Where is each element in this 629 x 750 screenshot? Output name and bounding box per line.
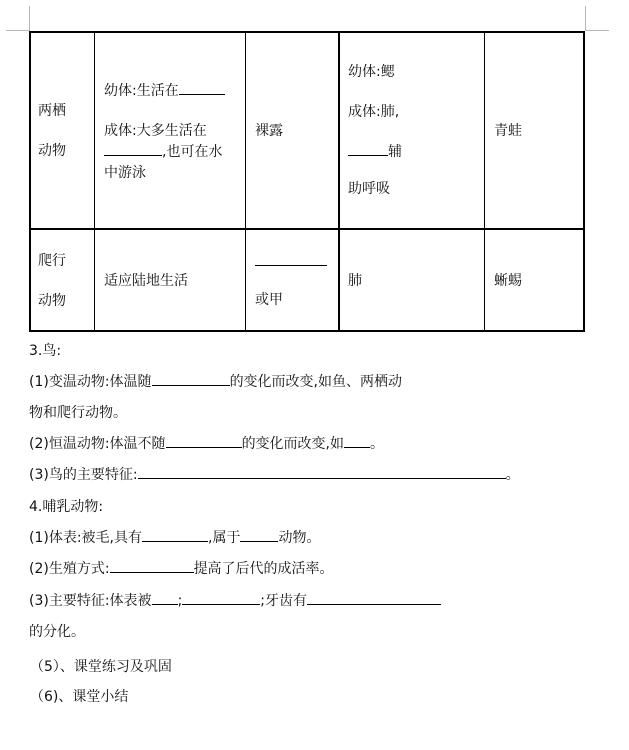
amphibian-name-line2: 动物: [38, 143, 66, 159]
birds-item3-a: (3)鸟的主要特征:: [29, 467, 138, 483]
reptile-name-line1: 爬行: [38, 253, 66, 269]
fill-blank-bird-features[interactable]: [138, 464, 506, 479]
amphibian-example: 青蛙: [494, 123, 522, 139]
birds-item2-a: (2)恒温动物:体温不随: [29, 436, 166, 452]
fill-blank-larva-habitat[interactable]: [179, 80, 225, 95]
birds-item1: [29, 371, 402, 391]
birds-item3: [29, 464, 520, 484]
birds-item1-a: (1)变温动物:体温随: [29, 374, 152, 390]
amphibian-habitat-larva: [104, 80, 225, 100]
birds-item1-cont: 物和爬行动物。: [29, 405, 127, 421]
amphibian-habitat-adult-c: 中游泳: [104, 165, 146, 181]
birds-item3-b: 。: [505, 467, 520, 483]
table-row-reptile: [29, 229, 585, 332]
page-corner-mark-right-h: [585, 30, 609, 31]
mammals-item2-a: (2)生殖方式:: [29, 561, 110, 577]
amphibian-skin: 裸露: [255, 123, 283, 139]
table-row-amphibian: [29, 31, 585, 229]
page-corner-mark-right: [585, 6, 586, 31]
page-corner-mark-left: [29, 6, 30, 31]
mammals-item3-a: (3)主要特征:体表被: [29, 593, 152, 609]
amphibian-respiration-aux-tail: 辅: [388, 144, 402, 160]
amphibian-respiration-adult: 成体:肺,: [348, 104, 400, 120]
amphibian-habitat-larva-text: 幼体:生活在: [104, 83, 179, 99]
animal-classification-table: [29, 31, 585, 332]
section-classroom-practice: （5）、课堂练习及巩固: [30, 659, 172, 675]
mammals-item2-b: 提高了后代的成活率。: [193, 561, 334, 577]
fill-blank-mammal-teeth[interactable]: [307, 590, 441, 605]
mammals-item3-cont: 的分化。: [29, 624, 85, 640]
reptile-skin-suffix: 或甲: [255, 292, 283, 308]
fill-blank-mammal-feature[interactable]: [182, 590, 260, 605]
amphibian-respiration-aux-line2: 助呼吸: [348, 181, 390, 197]
fill-blank-bird-temp1[interactable]: [152, 371, 230, 386]
fill-blank-mammal-type[interactable]: [240, 527, 278, 542]
amphibian-habitat-adult-b: [104, 141, 222, 161]
birds-item1-b: 的变化而改变,如鱼、两栖动: [229, 374, 403, 390]
birds-item2-c: 。: [370, 436, 385, 452]
fill-blank-mammal-reproduction[interactable]: [110, 558, 194, 573]
fill-blank-reptile-skin[interactable]: [255, 251, 327, 266]
mammals-item3-b: ;: [177, 593, 183, 609]
reptile-example: 蜥蜴: [494, 273, 522, 289]
mammals-item3: [29, 590, 441, 610]
fill-blank-mammal-cover[interactable]: [152, 590, 178, 605]
fill-blank-mammal-body[interactable]: [142, 527, 208, 542]
mammals-item1: [29, 527, 320, 547]
birds-heading: 3.鸟:: [29, 343, 62, 359]
page-corner-mark-left-h: [6, 30, 29, 31]
reptile-respiration: 肺: [348, 273, 362, 289]
fill-blank-bird-temp2[interactable]: [166, 433, 242, 448]
mammals-item1-b: ,属于: [208, 530, 241, 546]
mammals-item1-a: (1)体表:被毛,具有: [29, 530, 142, 546]
fill-blank-aux-respiration[interactable]: [348, 141, 388, 156]
section-classroom-summary: （6)、课堂小结: [30, 689, 129, 705]
birds-item2-b: 的变化而改变,如: [241, 436, 345, 452]
mammals-item1-c: 动物。: [278, 530, 321, 546]
birds-item2: [29, 433, 384, 453]
reptile-name-line2: 动物: [38, 293, 66, 309]
amphibian-habitat-adult-a: 成体:大多生活在: [104, 123, 207, 139]
amphibian-respiration-larva: 幼体:鳃: [348, 64, 395, 80]
amphibian-name-line1: 两栖: [38, 103, 66, 119]
mammals-heading: 4.哺乳动物:: [29, 499, 104, 515]
mammals-item2: [29, 558, 334, 578]
mammals-item3-c: ;牙齿有: [260, 593, 307, 609]
reptile-habitat: 适应陆地生活: [104, 273, 188, 289]
fill-blank-bird-example[interactable]: [344, 433, 370, 448]
fill-blank-adult-habitat[interactable]: [104, 141, 162, 156]
amphibian-habitat-adult-b-text: ,也可在水: [162, 144, 223, 160]
amphibian-respiration-aux: [348, 141, 402, 161]
